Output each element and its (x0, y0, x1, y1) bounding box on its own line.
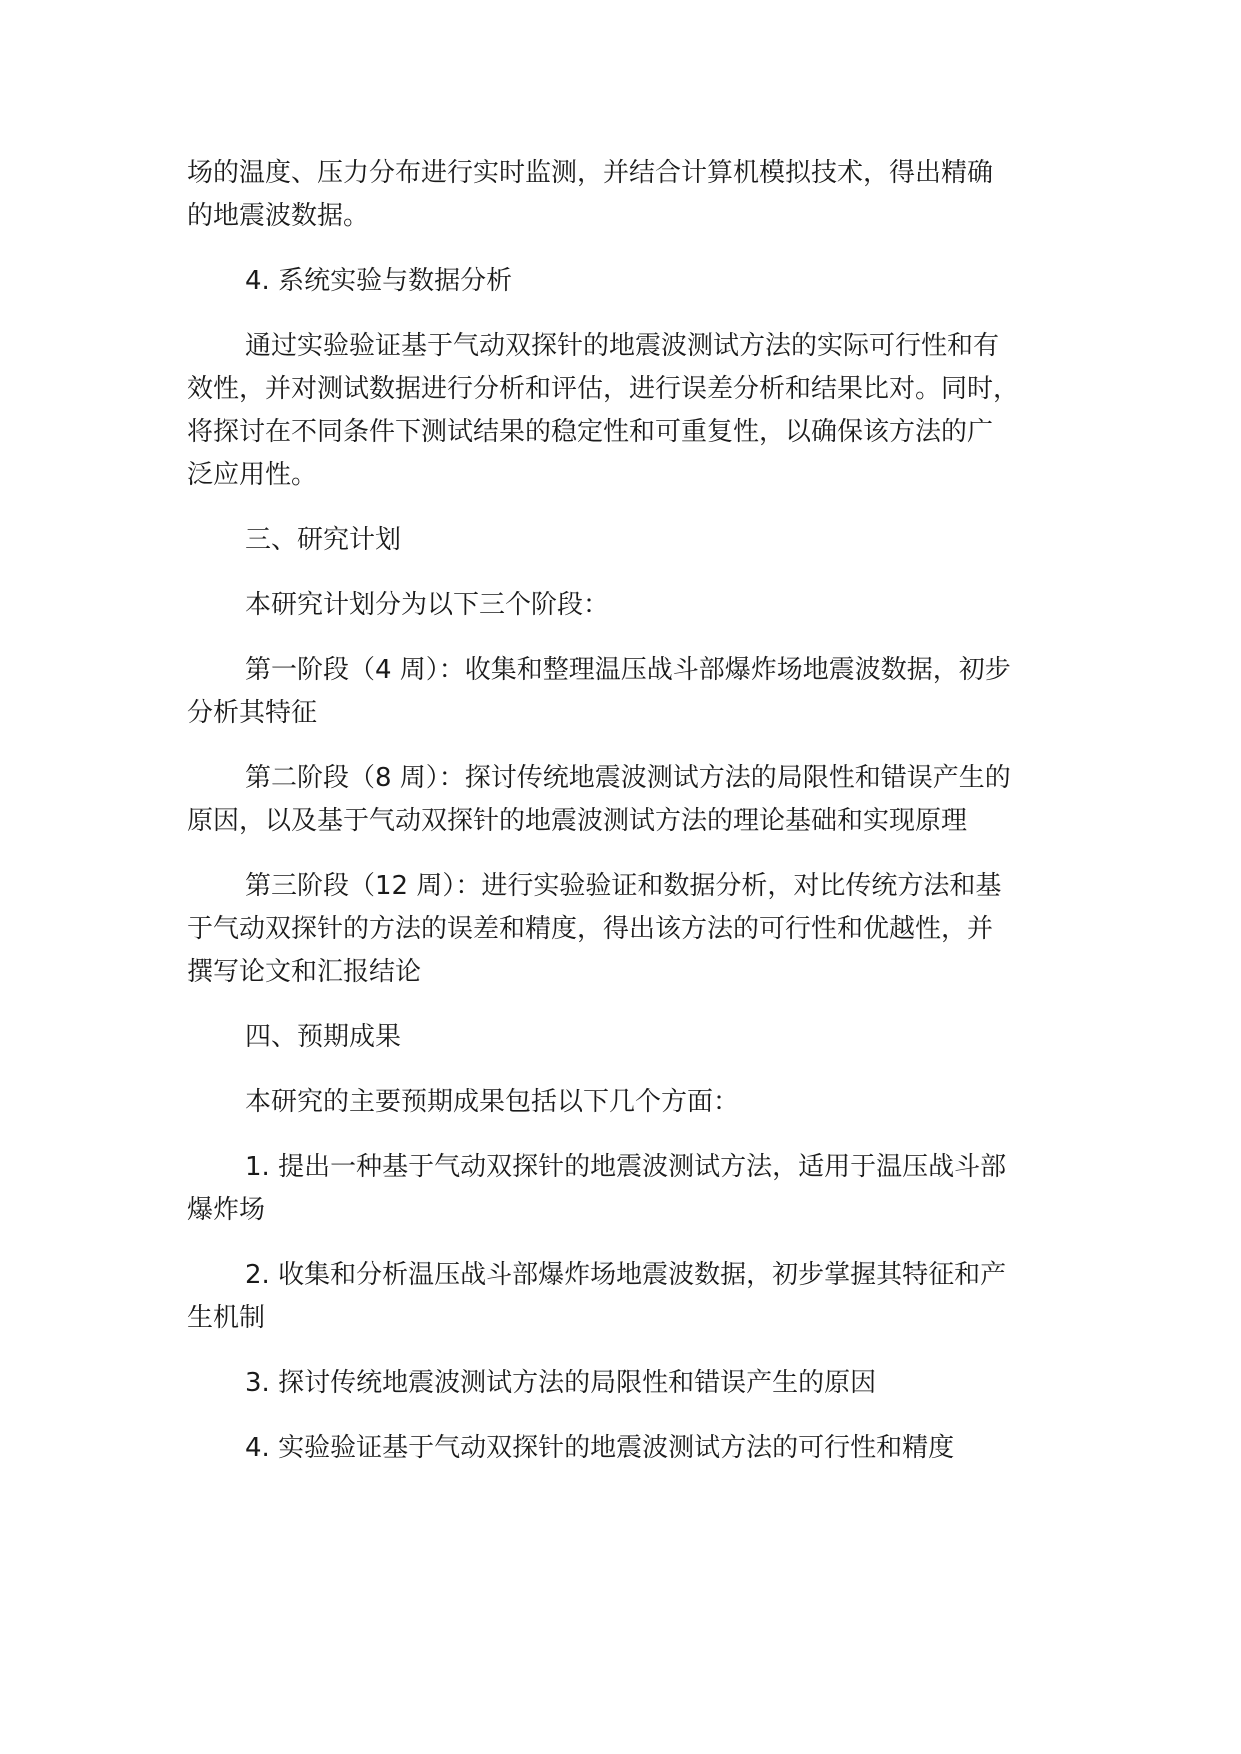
paragraph-phase-2 (187, 757, 1067, 843)
heading-text: 4. 系统实验与数据分析 (245, 266, 513, 296)
heading-text: 三、研究计划 (245, 525, 402, 555)
text-line: 第三阶段（12 周）：进行实验验证和数据分析，对比传统方法和基 (245, 871, 1002, 901)
text-line: 本研究计划分为以下三个阶段： (245, 590, 610, 620)
text-line: 第二阶段（8 周）：探讨传统地震波测试方法的局限性和错误产生的 (245, 763, 1011, 793)
text-line: 本研究的主要预期成果包括以下几个方面： (245, 1087, 740, 1117)
text-line: 爆炸场 (187, 1195, 266, 1225)
result-item-3 (187, 1362, 1067, 1405)
text-line: 通过实验验证基于气动双探针的地震波测试方法的实际可行性和有 (245, 331, 1000, 361)
paragraph-plan-intro (187, 584, 1067, 627)
paragraph-phase-1 (187, 649, 1067, 735)
document-body (187, 152, 1067, 1492)
text-line: 4. 实验验证基于气动双探针的地震波测试方法的可行性和精度 (245, 1433, 955, 1463)
text-line: 的地震波数据。 (187, 201, 370, 231)
text-line: 将探讨在不同条件下测试结果的稳定性和可重复性，以确保该方法的广 (187, 417, 994, 447)
paragraph-results-intro (187, 1081, 1067, 1124)
text-line: 第一阶段（4 周）：收集和整理温压战斗部爆炸场地震波数据，初步 (245, 655, 1011, 685)
text-line: 生机制 (187, 1303, 266, 1333)
result-item-4 (187, 1427, 1067, 1470)
section-heading-research-plan (187, 519, 1067, 562)
text-line: 场的温度、压力分布进行实时监测，并结合计算机模拟技术，得出精确 (187, 158, 994, 188)
text-line: 1. 提出一种基于气动双探针的地震波测试方法，适用于温压战斗部 (245, 1152, 1007, 1182)
paragraph-phase-3 (187, 865, 1067, 994)
text-line: 原因，以及基于气动双探针的地震波测试方法的理论基础和实现原理 (187, 806, 968, 836)
result-item-1 (187, 1146, 1067, 1232)
text-line: 3. 探讨传统地震波测试方法的局限性和错误产生的原因 (245, 1368, 877, 1398)
text-line: 于气动双探针的方法的误差和精度，得出该方法的可行性和优越性，并 (187, 914, 994, 944)
text-line: 泛应用性。 (187, 460, 318, 490)
paragraph-experiment (187, 325, 1067, 497)
paragraph-continuation (187, 152, 1067, 238)
result-item-2 (187, 1254, 1067, 1340)
text-line: 效性，并对测试数据进行分析和评估，进行误差分析和结果比对。同时， (187, 374, 1020, 404)
text-line: 分析其特征 (187, 698, 318, 728)
section-heading-system-experiment (187, 260, 1067, 303)
section-heading-expected-results (187, 1016, 1067, 1059)
text-line: 2. 收集和分析温压战斗部爆炸场地震波数据，初步掌握其特征和产 (245, 1260, 1007, 1290)
text-line: 撰写论文和汇报结论 (187, 957, 422, 987)
heading-text: 四、预期成果 (245, 1022, 402, 1052)
